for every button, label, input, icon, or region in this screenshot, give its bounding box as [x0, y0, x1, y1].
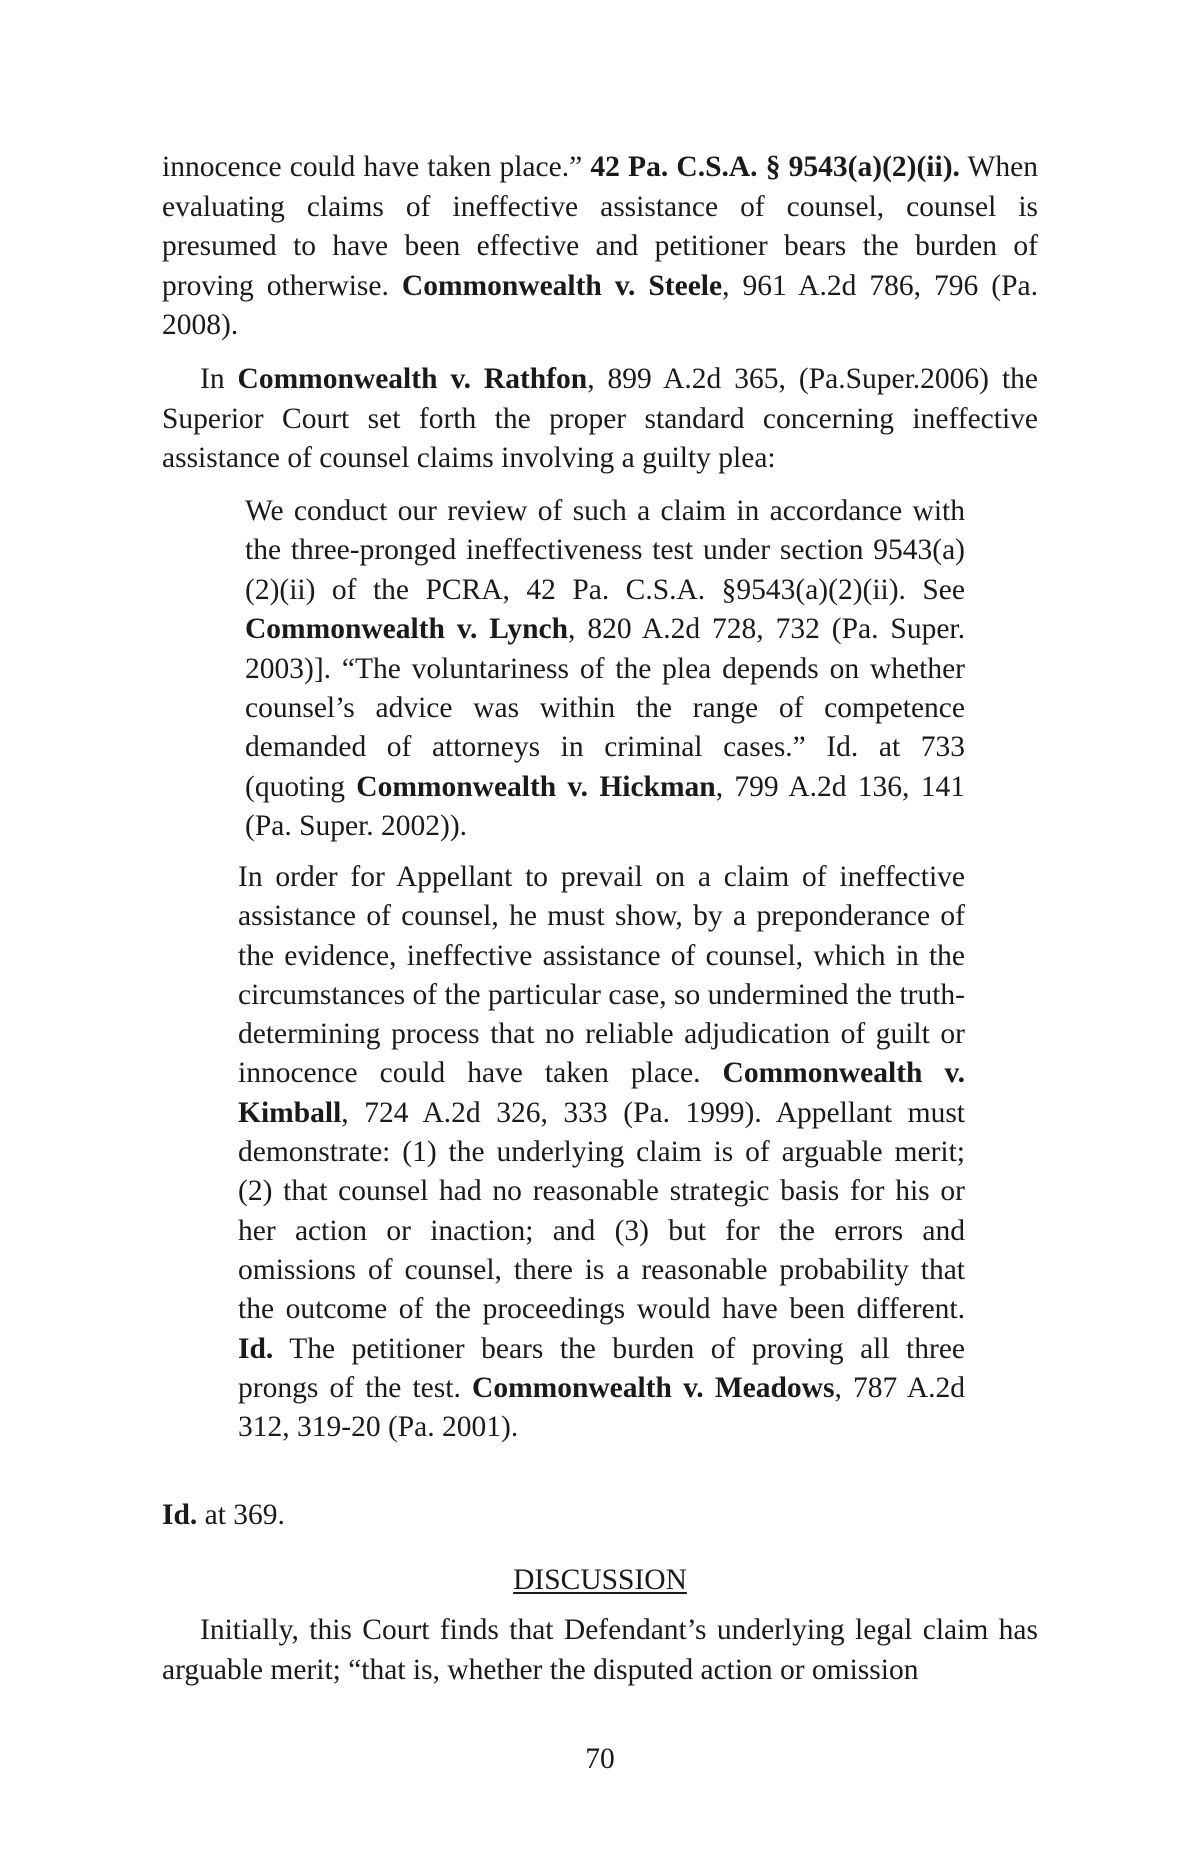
text-run: , 961 A.2d 786, 796 (Pa. 2008).: [162, 269, 1039, 341]
case-citation: Commonwealth v. Steele: [401, 269, 723, 302]
id-citation: Id.: [238, 1332, 274, 1365]
statute-citation: 42 Pa. C.S.A. § 9543(a)(2)(ii).: [590, 151, 960, 183]
text-run: , 899 A.2d 365, (Pa.Super.2006) the Superior Court set forth the proper standard concerning ineffective assistance of counsel claims involving a guilty plea:: [162, 363, 1038, 474]
case-citation: Commonwealth v. Meadows: [472, 1371, 835, 1404]
text-run: , 724 A.2d 326, 333 (Pa. 1999). Appellant must demonstrate: (1) the underlying claim is of arguable merit; (2) that counsel had no reasonable strategic basis for his or her action or inaction; and (3) but for the errors and omissions of counsel, there is a reasonable probability that the outcome of the proceedings would have been different.: [238, 1096, 965, 1326]
rathfon-paragraph: [162, 360, 1038, 479]
text-run: , 787 A.2d 312, 319-20 (Pa. 2001).: [238, 1371, 966, 1444]
text-run: We conduct our review of such a claim in accordance with the three-pronged ineffectiveness test under section 9543(a)(2)(ii) of the PCRA, 42 Pa. C.S.A. §9543(a)(2)(ii). See: [245, 495, 965, 606]
page-number: 70: [585, 1743, 615, 1775]
text-run: , 820 A.2d 728, 732 (Pa. Super. 2003)]. “The voluntariness of the plea depends on whether counsel’s advice was within the range of competence demanded of attorneys in criminal cases.” Id. at 733 (quoting: [245, 613, 966, 803]
text-run: at 369.: [197, 1499, 285, 1531]
text-run: When evaluating claims of ineffective assistance of counsel, counsel is presumed to have been effective and petitioner bears the burden of proving otherwise.: [162, 151, 1038, 302]
text-run: innocence could have taken place.”: [162, 151, 591, 183]
discussion-paragraph: [162, 1611, 1038, 1690]
section-heading: DISCUSSION: [513, 1564, 687, 1596]
text-run: In order for Appellant to prevail on a claim of ineffective assistance of counsel, he must show, by a preponderance of the evidence, ineffective assistance of counsel, which in the circumstances of the particular case, so undermined the truth-determining process that no reliable adjudication of guilt or innocence could have taken place.: [238, 861, 965, 1090]
id-citation: Id.: [162, 1499, 198, 1531]
text-run: Initially, this Court finds that Defendant’s underlying legal claim has arguable merit; “that is, whether the disputed action or omission: [162, 1614, 1038, 1686]
case-citation: Commonwealth v. Kimball: [238, 1057, 965, 1129]
id-reference: [162, 1496, 285, 1536]
case-citation: Commonwealth v. Lynch: [245, 613, 569, 646]
opening-paragraph: [162, 148, 1038, 346]
block-quote-kimball: [238, 858, 965, 1447]
case-citation: Commonwealth v. Hickman: [356, 770, 716, 803]
text-run: , 799 A.2d 136, 141 (Pa. Super. 2002)).: [245, 770, 965, 843]
text-run: The petitioner bears the burden of proving all three prongs of the test.: [238, 1332, 965, 1404]
text-run: In: [200, 363, 238, 395]
block-quote-lynch: [245, 492, 965, 847]
case-citation: Commonwealth v. Rathfon: [237, 363, 588, 395]
